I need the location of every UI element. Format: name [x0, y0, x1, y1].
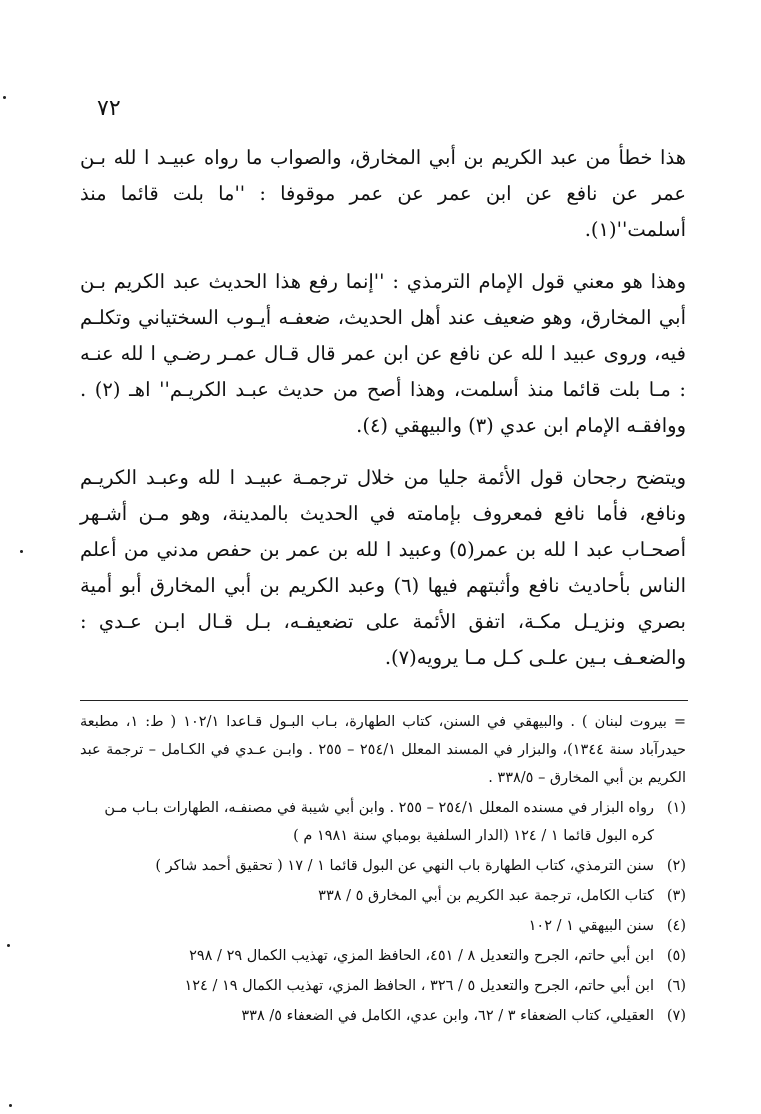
scan-speck: [3, 96, 6, 99]
footnote-text: ابن أبي حاتم، الجرح والتعديل ٨ / ٤٥١، الحافظ المزي، تهذيب الكمال ٢٩ / ٢٩٨: [189, 948, 654, 964]
footnote-text: كتاب الكامل، ترجمة عبد الكريم بن أبي المخارق ٥ / ٣٣٨: [318, 888, 654, 904]
footnote-number: (٧): [666, 1008, 686, 1024]
footnote-number: (٣): [666, 888, 686, 904]
main-text: [80, 140, 686, 676]
footnote-item: [80, 1002, 686, 1030]
footnote-item: [80, 972, 686, 1000]
footnote-list: [80, 794, 686, 1030]
scan-speck: [20, 550, 23, 553]
footnote-text: ابن أبي حاتم، الجرح والتعديل ٥ / ٣٢٦ ، الحافظ المزي، تهذيب الكمال ١٩ / ١٢٤: [184, 978, 654, 994]
footnote-continuation: = بيروت لبنان ) . والبيهقي في السنن، كتاب الطهارة، بـاب البـول قـاعدا ١٠٢/١ ( ط: ١، مطبعة حيدرآباد سنة ١٣٤٤)، والبزار في المسند المعلل ٢٥٤/١ – ٢٥٥ . وابـن عـدي في الكـامل – ترجمة عبد الكريم بن أبي المخارق – ٣٣٨/٥ .: [80, 714, 687, 786]
footnote-item: [80, 882, 686, 910]
footnote-text: سنن الترمذي، كتاب الطهارة باب النهي عن البول قائما ١ / ١٧ ( تحقيق أحمد شاكر ): [155, 858, 654, 874]
footnote-divider: [80, 700, 688, 701]
paragraph: ويتضح رجحان قول الأئمة جليا من خلال ترجمـة عبيـد ا لله وعبـد الكريـم ونافع، فأما نافع فمعروف بإمامته في الحديث بالمدينة، وهو مـن أشـهر أصحـاب عبد ا لله بن عمر(٥) وعبيد ا لله بن عمر بن حفص مدني من أعلم الناس بأحاديث نافع وأثبتهم فيها (٦) وعبد الكريم بن أبي المخارق أبو أمية بصري ونزيـل مكـة، اتفق الأئمة على تضعيفـه، بـل قـال ابـن عـدي : والضعـف بـين علـى كـل مـا يرويه(٧).: [80, 466, 686, 669]
footnote-item: [80, 912, 686, 940]
footnote-text: سنن البيهقي ١ / ١٠٢: [528, 918, 654, 934]
page-number: ٧٢: [97, 96, 121, 121]
scan-speck: [7, 944, 10, 947]
scan-speck: [9, 1104, 12, 1107]
footnote-number: (٦): [666, 978, 686, 994]
footnote-item: [80, 794, 686, 850]
footnote-number: (١): [666, 800, 686, 816]
paragraph: هذا خطأ من عبد الكريم بن أبي المخارق، والصواب ما رواه عبيـد ا لله بـن عمر عن نافع عن ابن عمر عن عمر موقوفا : ''ما بلت قائما منذ أسلمت''(١).: [80, 146, 686, 241]
footnote-text: العقيلي، كتاب الضعفاء ٣ / ٦٢، وابن عدي، الكامل في الضعفاء ٥/ ٣٣٨: [241, 1008, 654, 1024]
footnote-item: [80, 852, 686, 880]
footnote-item: [80, 942, 686, 970]
paragraph: وهذا هو معني قول الإمام الترمذي : ''إنما رفع هذا الحديث عبد الكريم بـن أبي المخارق، وهو ضعيف عند أهل الحديث، ضعفـه أيـوب السختياني وتكلـم فيه، وروى عبيد ا لله عن نافع عن ابن عمر قال قـال عمـر رضـي ا لله عنـه : مـا بلت قائما منذ أسلمت، وهذا أصح من حديث عبـد الكريـم'' اهـ (٢) . ووافقـه الإمام ابن عدي (٣) والبيهقي (٤).: [80, 270, 686, 437]
footnote-number: (٥): [666, 948, 686, 964]
footnotes: [80, 708, 686, 1032]
footnote-number: (٢): [666, 858, 686, 874]
footnote-number: (٤): [666, 918, 686, 934]
footnote-text: رواه البزار في مسنده المعلل ٢٥٤/١ – ٢٥٥ . وابن أبي شيبة في مصنفـه، الطهارات بـاب مـن كره البول قائما ١ / ١٢٤ (الدار السلفية بومباي سنة ١٩٨١ م ): [104, 800, 654, 844]
